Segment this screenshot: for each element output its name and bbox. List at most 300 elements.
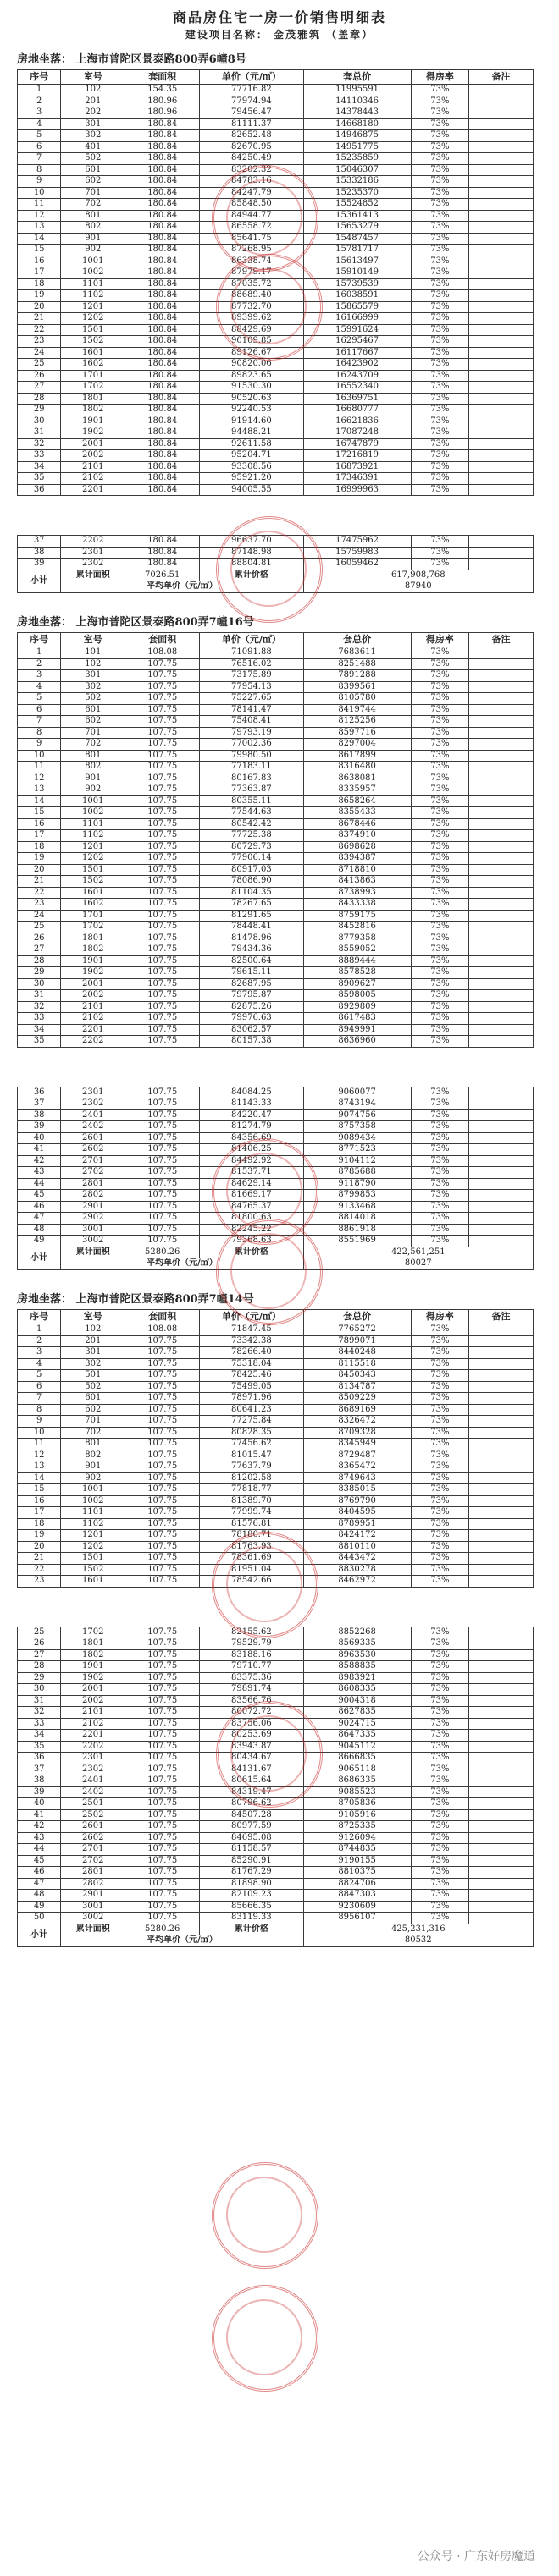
table-cell: 180.84	[125, 313, 200, 325]
table-cell: 107.75	[125, 1178, 200, 1190]
table-cell: 8909627	[303, 978, 411, 990]
table-cell: 73%	[411, 267, 468, 279]
remark-cell	[469, 1627, 534, 1638]
table-cell: 8889444	[303, 955, 411, 967]
remark-cell	[469, 704, 534, 716]
table-cell: 8666835	[303, 1753, 411, 1764]
remark-cell	[469, 1730, 534, 1742]
table-cell: 16369751	[303, 393, 411, 405]
table-row	[18, 1809, 534, 1821]
remark-cell	[469, 1224, 534, 1236]
table-cell: 4	[18, 118, 61, 130]
table-cell: 180.84	[125, 405, 200, 416]
official-seal-stamp	[216, 1701, 323, 1808]
table-cell: 7683611	[303, 647, 411, 659]
table-cell: 14	[18, 233, 61, 245]
table-cell: 180.96	[125, 107, 200, 119]
table-cell: 39	[18, 559, 61, 570]
table-cell: 84507.28	[200, 1809, 303, 1821]
table-cell: 73%	[411, 370, 468, 382]
table-cell: 9	[18, 1416, 61, 1428]
table-cell: 107.75	[125, 1484, 200, 1496]
table-row	[18, 1439, 534, 1450]
total-area-label: 累计面积	[61, 570, 125, 581]
table-cell: 43	[18, 1167, 61, 1179]
table-cell: 9	[18, 739, 61, 751]
remark-cell	[469, 1324, 534, 1336]
table-row	[18, 1484, 534, 1496]
table-cell: 80157.38	[200, 1036, 303, 1048]
table-cell: 15759983	[303, 547, 411, 559]
table-cell: 73%	[411, 1370, 468, 1382]
table-cell: 107.75	[125, 807, 200, 819]
table-cell: 107.75	[125, 1347, 200, 1359]
table-cell: 73%	[411, 222, 468, 234]
table-cell: 107.75	[125, 1638, 200, 1650]
table-cell: 107.75	[125, 1439, 200, 1450]
table-cell: 1201	[61, 301, 125, 313]
remark-cell	[469, 1450, 534, 1461]
table-cell: 107.75	[125, 1707, 200, 1719]
table-cell: 75318.04	[200, 1358, 303, 1370]
table-cell: 9	[18, 176, 61, 188]
column-header: 室号	[61, 1310, 125, 1324]
table-cell: 107.75	[125, 1890, 200, 1902]
table-cell: 180.84	[125, 290, 200, 302]
table-cell: 15613497	[303, 256, 411, 267]
table-cell: 9190155	[303, 1855, 411, 1867]
table-cell: 73%	[411, 1718, 468, 1730]
table-cell: 8709328	[303, 1427, 411, 1439]
price-table	[17, 632, 534, 1048]
table-cell: 17	[18, 1507, 61, 1519]
remark-cell	[469, 141, 534, 153]
table-cell: 107.75	[125, 1786, 200, 1798]
table-cell: 90820.06	[200, 359, 303, 371]
table-cell: 73%	[411, 324, 468, 336]
table-cell: 82670.95	[200, 141, 303, 153]
table-cell: 8983921	[303, 1672, 411, 1684]
remark-cell	[469, 1024, 534, 1036]
table-cell: 8789951	[303, 1518, 411, 1530]
table-cell: 77725.38	[200, 830, 303, 842]
table-cell: 25	[18, 922, 61, 933]
table-cell: 73%	[411, 85, 468, 96]
remark-cell	[469, 382, 534, 394]
table-cell: 23	[18, 1576, 61, 1588]
table-cell: 1902	[61, 427, 125, 439]
table-cell: 8956107	[303, 1913, 411, 1924]
table-cell: 2201	[61, 1024, 125, 1036]
table-cell: 73%	[411, 1741, 468, 1753]
table-cell: 107.75	[125, 762, 200, 773]
table-cell: 26	[18, 370, 61, 382]
section-location: 房地坐落： 上海市普陀区景泰路800弄7幢16号	[17, 616, 254, 629]
table-cell: 14	[18, 795, 61, 807]
table-cell: 8452816	[303, 922, 411, 933]
table-cell: 1701	[61, 370, 125, 382]
table-cell: 73%	[411, 830, 468, 842]
table-cell: 73%	[411, 876, 468, 888]
table-row	[18, 427, 534, 439]
table-cell: 73%	[411, 1236, 468, 1247]
table-cell: 73%	[411, 1358, 468, 1370]
column-header: 套面积	[125, 633, 200, 647]
official-seal-stamp	[216, 1219, 323, 1325]
column-header: 套总价	[303, 70, 411, 85]
remark-cell	[469, 536, 534, 548]
table-cell: 46	[18, 1867, 61, 1879]
table-cell: 73%	[411, 1109, 468, 1121]
remark-cell	[469, 887, 534, 899]
table-row	[18, 1661, 534, 1673]
remark-cell	[469, 693, 534, 705]
total-price-value: 422,561,251	[303, 1247, 534, 1258]
table-cell: 107.75	[125, 750, 200, 762]
table-row	[18, 658, 534, 670]
table-cell: 107.75	[125, 1718, 200, 1730]
table-cell: 180.84	[125, 347, 200, 359]
table-cell: 92240.53	[200, 405, 303, 416]
table-cell: 73%	[411, 853, 468, 865]
table-cell: 73%	[411, 416, 468, 427]
table-cell: 2602	[61, 1144, 125, 1156]
table-cell: 107.75	[125, 990, 200, 1002]
table-cell: 8771523	[303, 1144, 411, 1156]
table-cell: 8413863	[303, 876, 411, 888]
remark-cell	[469, 256, 534, 267]
table-cell: 18	[18, 278, 61, 290]
table-cell: 73%	[411, 1427, 468, 1439]
table-cell: 73%	[411, 1201, 468, 1213]
table-cell: 90109.85	[200, 336, 303, 348]
remark-cell	[469, 1484, 534, 1496]
table-cell: 73%	[411, 670, 468, 682]
table-cell: 8597716	[303, 727, 411, 739]
table-cell: 73%	[411, 347, 468, 359]
table-cell: 77275.84	[200, 1416, 303, 1428]
table-cell: 9104112	[303, 1155, 411, 1167]
table-cell: 73%	[411, 818, 468, 830]
table-cell: 180.84	[125, 153, 200, 165]
table-cell: 73%	[411, 1649, 468, 1661]
table-cell: 8830278	[303, 1564, 411, 1576]
table-cell: 95921.20	[200, 473, 303, 485]
table-cell: 73%	[411, 1798, 468, 1810]
table-cell: 8725335	[303, 1821, 411, 1833]
table-cell: 15991624	[303, 324, 411, 336]
table-cell: 82500.64	[200, 955, 303, 967]
table-cell: 34	[18, 461, 61, 473]
table-cell: 107.75	[125, 1087, 200, 1098]
table-cell: 73%	[411, 176, 468, 188]
average-price-label: 平均单价（元/㎡）	[61, 1258, 303, 1270]
table-cell: 1902	[61, 967, 125, 979]
table-cell: 84319.47	[200, 1786, 303, 1798]
table-row	[18, 450, 534, 462]
table-cell: 1202	[61, 313, 125, 325]
table-cell: 107.75	[125, 1564, 200, 1576]
table-row	[18, 370, 534, 382]
remark-cell	[469, 393, 534, 405]
table-cell: 2601	[61, 1132, 125, 1144]
table-cell: 88689.40	[200, 290, 303, 302]
table-cell: 24	[18, 347, 61, 359]
table-cell: 601	[61, 1393, 125, 1405]
table-cell: 8326472	[303, 1416, 411, 1428]
table-cell: 8638081	[303, 773, 411, 784]
table-cell: 73%	[411, 750, 468, 762]
table-cell: 83375.36	[200, 1672, 303, 1684]
table-cell: 49	[18, 1901, 61, 1913]
remark-cell	[469, 1786, 534, 1798]
remark-cell	[469, 1518, 534, 1530]
table-cell: 84695.08	[200, 1832, 303, 1844]
table-cell: 107.75	[125, 978, 200, 990]
table-cell: 2101	[61, 461, 125, 473]
table-cell: 81763.93	[200, 1541, 303, 1553]
table-cell: 502	[61, 1381, 125, 1393]
table-cell: 81143.33	[200, 1098, 303, 1110]
table-cell: 701	[61, 1416, 125, 1428]
table-cell: 80434.67	[200, 1753, 303, 1764]
table-cell: 90520.63	[200, 393, 303, 405]
table-cell: 73%	[411, 704, 468, 716]
table-cell: 1201	[61, 841, 125, 853]
table-cell: 2401	[61, 1109, 125, 1121]
table-cell: 16552340	[303, 382, 411, 394]
table-cell: 2102	[61, 1013, 125, 1025]
table-cell: 18	[18, 1518, 61, 1530]
table-cell: 17	[18, 830, 61, 842]
table-cell: 180.84	[125, 118, 200, 130]
table-cell: 16999963	[303, 484, 411, 496]
table-cell: 17216819	[303, 450, 411, 462]
table-cell: 42	[18, 1821, 61, 1833]
remark-cell	[469, 1844, 534, 1856]
table-cell: 35	[18, 1036, 61, 1048]
table-cell: 107.75	[125, 1370, 200, 1382]
table-cell: 14378443	[303, 107, 411, 119]
table-cell: 1501	[61, 864, 125, 876]
table-row	[18, 1013, 534, 1025]
table-cell: 8799853	[303, 1190, 411, 1202]
table-cell: 73%	[411, 933, 468, 944]
remark-cell	[469, 559, 534, 570]
table-cell: 15361413	[303, 210, 411, 222]
table-cell: 107.75	[125, 784, 200, 796]
table-cell: 107.75	[125, 910, 200, 922]
table-cell: 87268.95	[200, 245, 303, 256]
table-cell: 85848.50	[200, 199, 303, 211]
table-cell: 107.75	[125, 1809, 200, 1821]
table-cell: 81951.04	[200, 1564, 303, 1576]
table-cell: 24	[18, 910, 61, 922]
column-header: 备注	[469, 633, 534, 647]
column-header: 序号	[18, 1310, 61, 1324]
table-cell: 73%	[411, 693, 468, 705]
table-cell: 73%	[411, 955, 468, 967]
table-cell: 73%	[411, 1155, 468, 1167]
table-cell: 8757358	[303, 1121, 411, 1133]
table-cell: 47	[18, 1213, 61, 1225]
table-cell: 107.75	[125, 899, 200, 911]
table-cell: 79529.79	[200, 1638, 303, 1650]
table-row	[18, 762, 534, 773]
table-cell: 73%	[411, 1564, 468, 1576]
remark-cell	[469, 405, 534, 416]
table-cell: 73%	[411, 1472, 468, 1484]
remark-cell	[469, 784, 534, 796]
table-cell: 8729487	[303, 1450, 411, 1461]
table-cell: 7	[18, 1393, 61, 1405]
table-cell: 1002	[61, 267, 125, 279]
table-cell: 73%	[411, 1439, 468, 1450]
remark-cell	[469, 1347, 534, 1359]
remark-cell	[469, 1541, 534, 1553]
table-cell: 902	[61, 245, 125, 256]
table-cell: 801	[61, 210, 125, 222]
table-cell: 73%	[411, 301, 468, 313]
table-cell: 8443472	[303, 1553, 411, 1565]
table-cell: 201	[61, 96, 125, 107]
table-cell: 107.75	[125, 1684, 200, 1696]
official-seal-stamp	[212, 2285, 318, 2392]
remark-cell	[469, 899, 534, 911]
table-cell: 701	[61, 187, 125, 199]
table-cell: 73%	[411, 784, 468, 796]
remark-cell	[469, 1764, 534, 1775]
table-cell: 78971.96	[200, 1393, 303, 1405]
table-cell: 76516.02	[200, 658, 303, 670]
remark-cell	[469, 359, 534, 371]
table-cell: 107.75	[125, 1627, 200, 1638]
table-cell: 201	[61, 1335, 125, 1347]
table-cell: 8949991	[303, 1024, 411, 1036]
table-cell: 180.84	[125, 536, 200, 548]
table-cell: 73%	[411, 405, 468, 416]
table-row	[18, 1472, 534, 1484]
table-cell: 15235859	[303, 153, 411, 165]
table-cell: 802	[61, 1450, 125, 1461]
table-cell: 26	[18, 933, 61, 944]
table-cell: 73%	[411, 141, 468, 153]
table-cell: 8345949	[303, 1439, 411, 1450]
remark-cell	[469, 233, 534, 245]
table-cell: 81202.58	[200, 1472, 303, 1484]
table-cell: 21	[18, 876, 61, 888]
remark-cell	[469, 1821, 534, 1833]
remark-cell	[469, 1393, 534, 1405]
table-cell: 2102	[61, 1718, 125, 1730]
table-cell: 73%	[411, 1167, 468, 1179]
remark-cell	[469, 1553, 534, 1565]
remark-cell	[469, 762, 534, 773]
table-row	[18, 118, 534, 130]
column-header: 得房率	[411, 1310, 468, 1324]
table-row	[18, 933, 534, 944]
table-cell: 19	[18, 290, 61, 302]
total-area-value: 7026.51	[125, 570, 200, 581]
table-cell: 1101	[61, 1507, 125, 1519]
table-cell: 18	[18, 841, 61, 853]
table-cell: 2802	[61, 1878, 125, 1890]
table-cell: 80641.23	[200, 1404, 303, 1416]
table-cell: 81898.90	[200, 1878, 303, 1890]
table-cell: 78542.66	[200, 1576, 303, 1588]
table-cell: 1	[18, 1324, 61, 1336]
table-row	[18, 944, 534, 956]
table-cell: 73%	[411, 944, 468, 956]
table-cell: 28	[18, 955, 61, 967]
table-cell: 9004318	[303, 1695, 411, 1707]
table-cell: 73%	[411, 336, 468, 348]
table-cell: 1	[18, 85, 61, 96]
table-cell: 3001	[61, 1901, 125, 1913]
table-cell: 180.84	[125, 245, 200, 256]
table-cell: 602	[61, 176, 125, 188]
table-cell: 702	[61, 1427, 125, 1439]
table-cell: 42	[18, 1155, 61, 1167]
remark-cell	[469, 484, 534, 496]
table-cell: 14946875	[303, 130, 411, 142]
table-cell: 180.84	[125, 450, 200, 462]
table-cell: 7	[18, 153, 61, 165]
table-cell: 15	[18, 1484, 61, 1496]
remark-cell	[469, 1461, 534, 1473]
table-cell: 41	[18, 1144, 61, 1156]
table-cell: 180.84	[125, 359, 200, 371]
table-cell: 8115518	[303, 1358, 411, 1370]
remark-cell	[469, 1901, 534, 1913]
table-cell: 83202.32	[200, 164, 303, 176]
table-cell: 1802	[61, 405, 125, 416]
table-cell: 1201	[61, 1530, 125, 1542]
table-cell: 46	[18, 1201, 61, 1213]
table-cell: 28	[18, 393, 61, 405]
table-cell: 73%	[411, 313, 468, 325]
table-cell: 107.75	[125, 1878, 200, 1890]
table-cell: 73%	[411, 1684, 468, 1696]
table-cell: 802	[61, 222, 125, 234]
table-cell: 85290.91	[200, 1855, 303, 1867]
table-cell: 9024715	[303, 1718, 411, 1730]
table-cell: 2201	[61, 484, 125, 496]
table-cell: 8433338	[303, 899, 411, 911]
table-row	[18, 1832, 534, 1844]
table-cell: 180.84	[125, 301, 200, 313]
table-cell: 73%	[411, 199, 468, 211]
remark-cell	[469, 1576, 534, 1588]
table-cell: 9118790	[303, 1178, 411, 1190]
table-cell: 302	[61, 681, 125, 693]
table-row	[18, 1393, 534, 1405]
table-cell: 1601	[61, 347, 125, 359]
table-cell: 73%	[411, 1832, 468, 1844]
table-row	[18, 1109, 534, 1121]
table-cell: 180.84	[125, 210, 200, 222]
table-cell: 73%	[411, 450, 468, 462]
project-name: 建设项目名称： 金茂雅筑 （盖章）	[185, 29, 374, 41]
table-cell: 107.75	[125, 967, 200, 979]
remark-cell	[469, 301, 534, 313]
table-cell: 10	[18, 187, 61, 199]
table-cell: 107.75	[125, 955, 200, 967]
table-cell: 8636960	[303, 1036, 411, 1048]
table-cell: 38	[18, 1775, 61, 1787]
table-cell: 81478.96	[200, 933, 303, 944]
table-cell: 73%	[411, 773, 468, 784]
